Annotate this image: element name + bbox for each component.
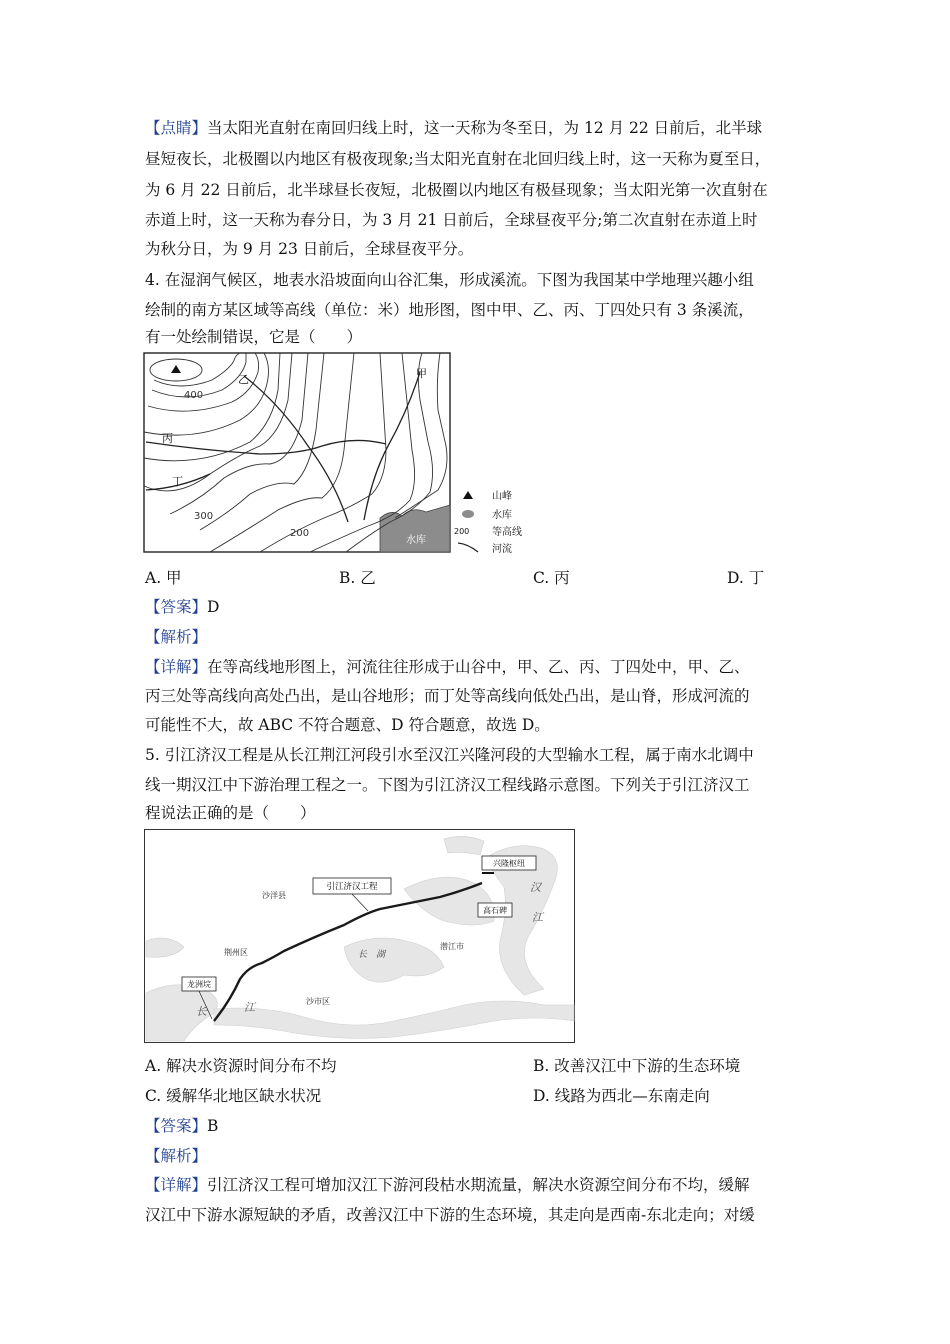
q5-option-d: D. 线路为西北—东南走向 <box>533 1087 710 1105</box>
svg-text:龙洲垸: 龙洲垸 <box>187 980 211 989</box>
tip-line-3: 为 6 月 22 日前后，北半球昼长夜短，北极圈以内地区有极昼现象；当太阳光第一次直射在 <box>145 181 768 199</box>
label-shayang: 沙洋县 <box>262 891 286 900</box>
label-jingzhou: 荆州区 <box>224 948 248 957</box>
svg-text:山峰: 山峰 <box>492 491 512 502</box>
contour-label-300: 300 <box>194 511 214 522</box>
tip-line-2: 昼短夜长，北极圈以内地区有极夜现象;当太阳光直射在北回归线上时，这一天称为夏至日， <box>145 150 771 168</box>
svg-text:200: 200 <box>454 527 470 536</box>
q4-detail-3: 可能性不大，故 ABC 不符合题意、D 符合题意，故选 D。 <box>145 716 550 734</box>
q4-option-a: A. 甲 <box>145 569 182 587</box>
label-shashi: 沙市区 <box>306 997 330 1006</box>
label-yi: 乙 <box>238 373 249 386</box>
q5-stem-1: 5. 引江济汉工程是从长江荆江河段引水至汉江兴隆河段的大型输水工程，属于南水北调中 <box>145 746 754 764</box>
q5-detail-2: 汉江中下游水源短缺的矛盾，改善汉江中下游的生态环境，其走向是西南-东北走向；对缓 <box>145 1206 755 1224</box>
q5-option-b: B. 改善汉江中下游的生态环境 <box>533 1057 741 1075</box>
q4-option-d: D. 丁 <box>727 569 765 587</box>
label-jiang-han: 江 <box>532 911 543 924</box>
contour-map <box>140 350 540 560</box>
contour-label-200: 200 <box>290 528 310 539</box>
legend-reservoir-icon <box>462 510 474 518</box>
q5-option-c: C. 缓解华北地区缺水状况 <box>145 1087 322 1105</box>
q5-option-a: A. 解决水资源时间分布不均 <box>145 1057 337 1075</box>
tip-line-1: 【点睛】当太阳光直射在南回归线上时，这一天称为冬至日，为 12 月 22 日前后，北半球 <box>145 119 763 137</box>
q5-analysis-tag: 【解析】 <box>145 1147 208 1165</box>
svg-text:水库: 水库 <box>492 510 512 521</box>
q5-stem-3: 程说法正确的是（ ） <box>145 804 316 822</box>
svg-text:高石碑: 高石碑 <box>483 906 507 915</box>
project-route-map <box>144 829 576 1044</box>
label-changhu-1: 长 <box>358 950 368 960</box>
svg-text:河流: 河流 <box>492 544 512 555</box>
label-bing: 丙 <box>162 432 173 445</box>
label-jiang-chang: 江 <box>244 1001 255 1014</box>
q4-analysis-tag: 【解析】 <box>145 628 208 646</box>
q4-option-b: B. 乙 <box>339 569 376 587</box>
gaoshibei-label-box <box>478 903 512 917</box>
reservoir-label: 水库 <box>406 535 426 546</box>
q4-stem-2: 绘制的南方某区域等高线（单位：米）地形图，图中甲、乙、丙、丁四处只有 3 条溪流， <box>145 301 754 319</box>
tip-line-5: 为秋分日，为 9 月 23 日前后，全球昼夜平分。 <box>145 240 474 258</box>
q4-option-c: C. 丙 <box>533 569 570 587</box>
q4-detail-1: 【详解】在等高线地形图上，河流往往形成于山谷中，甲、乙、丙、丁四处中，甲、乙、 <box>145 658 750 676</box>
label-ding: 丁 <box>172 475 183 488</box>
label-jia: 甲 <box>416 367 427 380</box>
q5-stem-2: 线一期汉江中下游治理工程之一。下图为引江济汉工程线路示意图。下列关于引江济汉工 <box>145 776 750 794</box>
legend-peak-icon <box>463 491 473 499</box>
q4-answer: 【答案】D <box>145 598 220 616</box>
q4-detail-2: 丙三处等高线向高处凸出，是山谷地形；而丁处等高线向低处凸出，是山脊，形成河流的 <box>145 687 750 705</box>
legend-river-icon <box>458 543 478 552</box>
q5-detail-1: 【详解】引江济汉工程可增加汉江下游河段枯水期流量，解决水资源空间分布不均，缓解 <box>145 1176 750 1194</box>
svg-text:兴隆枢纽: 兴隆枢纽 <box>493 859 525 868</box>
map-legend <box>454 489 522 555</box>
label-qianjiang: 潜江市 <box>440 942 464 951</box>
svg-text:等高线: 等高线 <box>492 527 522 538</box>
q4-stem-3: 有一处绘制错误，它是（ ） <box>145 328 363 346</box>
q4-stem-1: 4. 在湿润气候区，地表水沿坡面向山谷汇集，形成溪流。下图为我国某中学地理兴趣小组 <box>145 271 754 289</box>
label-han: 汉 <box>530 881 541 894</box>
label-changhu-2: 湖 <box>376 950 386 960</box>
tip-tag: 【点睛】 <box>145 119 208 137</box>
contour-label-400: 400 <box>184 390 204 401</box>
svg-text:引江济汉工程: 引江济汉工程 <box>326 882 378 892</box>
tip-line-4: 赤道上时，这一天称为春分日，为 3 月 21 日前后，全球昼夜平分;第二次直射在赤道上时 <box>145 211 758 229</box>
q5-answer: 【答案】B <box>145 1117 219 1135</box>
label-chang: 长 <box>196 1005 207 1018</box>
